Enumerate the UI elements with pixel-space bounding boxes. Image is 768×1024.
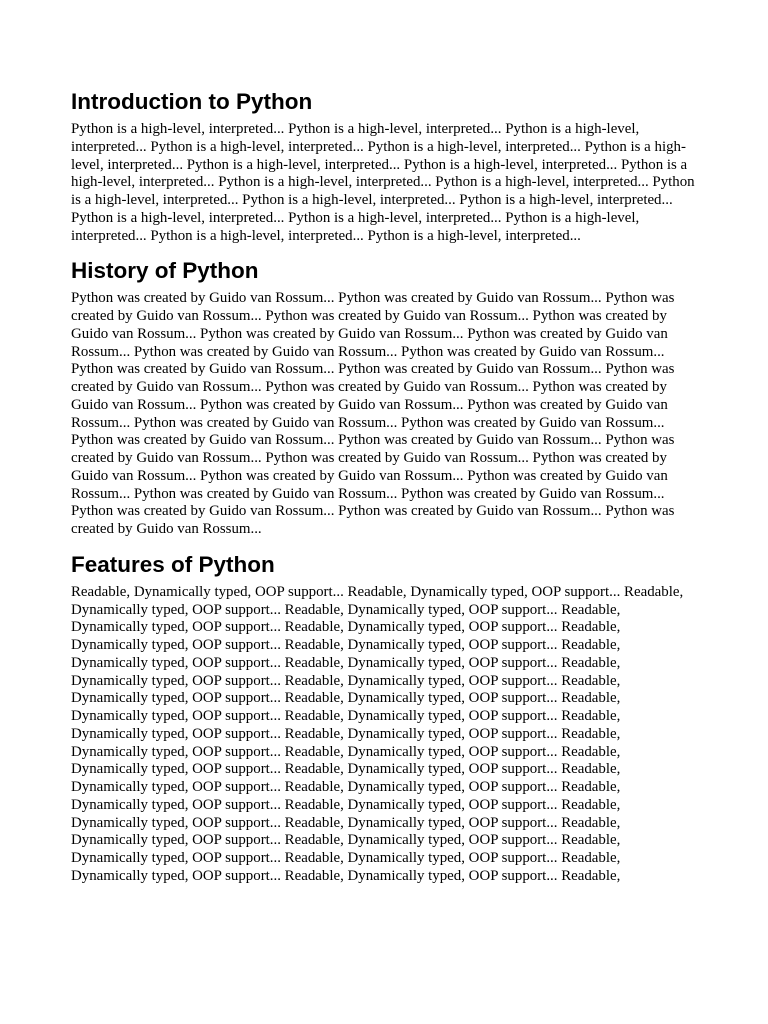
section-heading: History of Python: [71, 258, 259, 284]
section-history: [71, 256, 697, 539]
document-page: [71, 87, 697, 897]
section-heading: Features of Python: [71, 551, 275, 577]
section-introduction: [71, 87, 697, 245]
section-paragraph: Python is a high-level, interpreted... Python is a high-level, interpreted... Python is a high-level, interpreted... Python is a high-level, interpreted... Python is a high-level, interpreted... Python is a high-level, interpreted... Python is a high-level, interpreted... Python is a high-level, interpreted... Python is a high-level, interpreted... Python is a high-level, interpreted... Python is a high-level, interpreted... Python is a high-level, interpreted... Python is a high-level, interpreted... Python is a high-level, interpreted... Python is a high-level, interpreted... Python is a high-level, interpreted... Python is a high-level, interpreted... Python is a high-level, interpreted... Python is a high-level, interpreted...: [71, 121, 695, 244]
section-heading: Introduction to Python: [71, 89, 313, 114]
section-features: [71, 550, 697, 886]
section-paragraph: Readable, Dynamically typed, OOP support... Readable, Dynamically typed, OOP support... Readable, Dynamically typed, OOP support... Readable, Dynamically typed, OOP support... Readable, Dynamically typed, OOP support... Readable, Dynamically typed, OOP support... Readable, Dynamically typed, OOP support... Readable, Dynamically typed, OOP support... Readable, Dynamically typed, OOP support... Readable, Dynamically typed, OOP support... Readable, Dynamically typed, OOP support... Readable, Dynamically typed, OOP support... Readable, Dynamically typed, OOP support... Readable, Dynamically typed, OOP support... Readable, Dynamically typed, OOP support... Readable, Dynamically typed, OOP support... Readable, Dynamically typed, OOP support... Readable, Dynamically typed, OOP support... Readable, Dynamically typed, OOP support... Readable, Dynamically typed, OOP support... Readable, Dynamically typed, OOP support... Readable, Dynamically typed, OOP support... Readable, Dynamically typed, OOP support... Readable, Dynamically typed, OOP support... Readable, Dynamically typed, OOP support... Readable, Dynamically typed, OOP support... Readable, Dynamically typed, OOP support... Readable, Dynamically typed, OOP support... Readable, Dynamically typed, OOP support... Readable, Dynamically typed, OOP support... Readable, Dynamically typed, OOP support... Readable, Dynamically typed, OOP support... Readable, Dynamically typed, OOP support... Readable, Dynamically typed, OOP support... Readable,: [71, 583, 684, 884]
section-paragraph: Python was created by Guido van Rossum... Python was created by Guido van Rossum... Python was created by Guido van Rossum... Python was created by Guido van Rossum... Python was created by Guido van Rossum... Python was created by Guido van Rossum... Python was created by Guido van Rossum... Python was created by Guido van Rossum... Python was created by Guido van Rossum... Python was created by Guido van Rossum... Python was created by Guido van Rossum... Python was created by Guido van Rossum... Python was created by Guido van Rossum... Python was created by Guido van Rossum... Python was created by Guido van Rossum... Python was created by Guido van Rossum... Python was created by Guido van Rossum... Python was created by Guido van Rossum... Python was created by Guido van Rossum... Python was created by Guido van Rossum... Python was created by Guido van Rossum... Python was created by Guido van Rossum... Python was created by Guido van Rossum... Python was created by Guido van Rossum... Python was created by Guido van Rossum... Python was created by Guido van Rossum... Python was created by Guido van Rossum... Python was created by Guido van Rossum... Python was created by Guido van Rossum... Python was created by Guido van Rossum...: [71, 290, 675, 537]
